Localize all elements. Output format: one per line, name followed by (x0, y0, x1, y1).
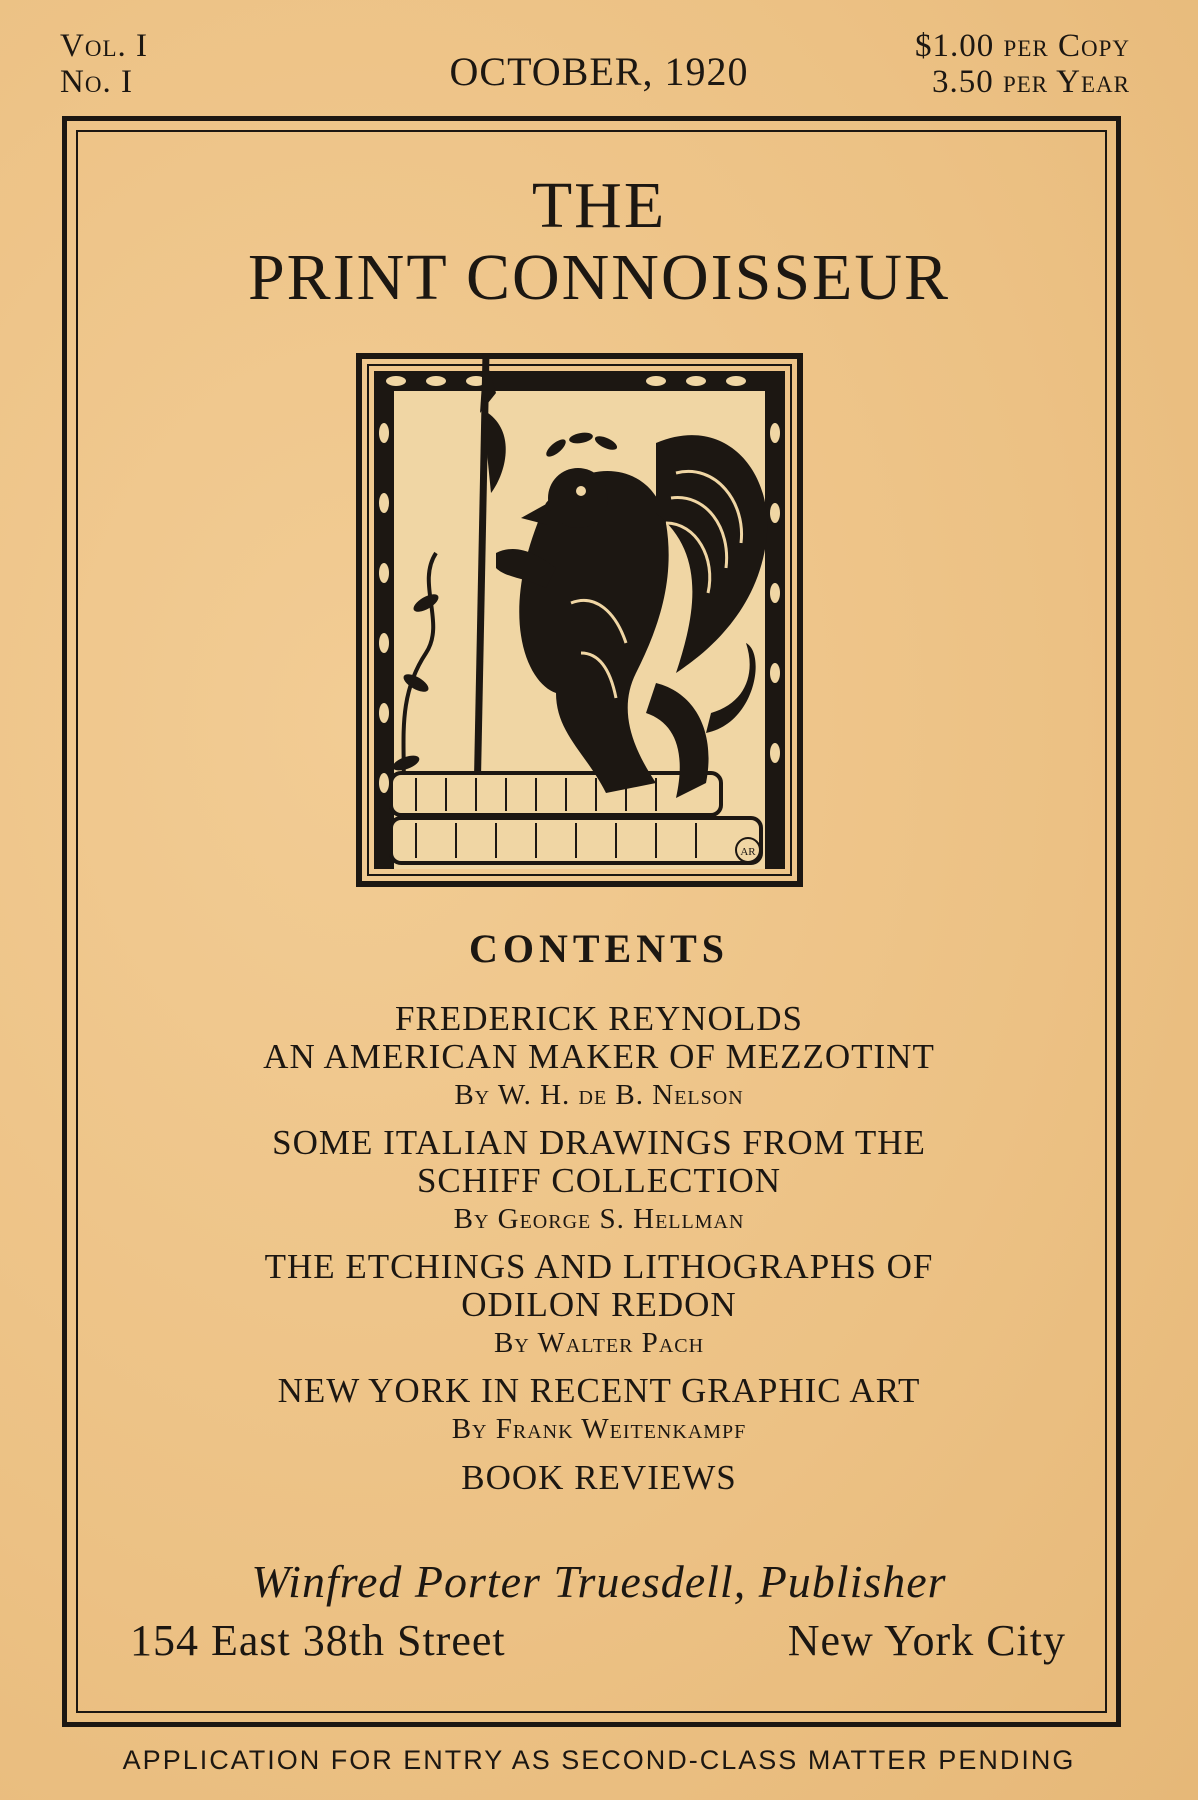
mailing-notice: APPLICATION FOR ENTRY AS SECOND-CLASS MATTER PENDING (122, 1745, 1076, 1775)
contents-entry (120, 1372, 1078, 1448)
article-title-line: SOME ITALIAN DRAWINGS FROM THE (272, 1123, 926, 1162)
publisher-name: Winfred Porter Truesdell, Publisher (251, 1556, 947, 1607)
article-title-line: ODILON REDON (461, 1285, 737, 1324)
contents-entry (120, 1124, 1078, 1238)
article-author: By Walter Pach (493, 1327, 705, 1359)
title-line-2: PRINT CONNOISSEUR (247, 241, 951, 314)
article-title-line: AN AMERICAN MAKER OF MEZZOTINT (263, 1037, 935, 1076)
contents-list (120, 1000, 1078, 1498)
woodcut-monogram: AR (740, 846, 756, 858)
article-title-line: SCHIFF COLLECTION (416, 1161, 782, 1200)
publisher-city: New York City (787, 1616, 1066, 1665)
article-author: By Frank Weitenkampf (451, 1413, 747, 1445)
book-reviews-entry: BOOK REVIEWS (461, 1458, 737, 1497)
magazine-title (0, 170, 1198, 314)
publisher-address: 154 East 38th Street (130, 1616, 506, 1665)
griffin-woodcut-icon (356, 353, 803, 887)
article-title-line: FREDERICK REYNOLDS (395, 999, 803, 1038)
contents-entry (120, 1248, 1078, 1362)
article-title-line: THE ETCHINGS AND LITHOGRAPHS OF (264, 1247, 934, 1286)
issue-number-label: No. I (60, 64, 133, 100)
article-author: By George S. Hellman (453, 1203, 745, 1235)
price-block (915, 28, 1130, 100)
volume-label: Vol. I (60, 28, 148, 64)
price-per-copy: $1.00 per Copy (915, 28, 1130, 64)
contents-entry (120, 1000, 1078, 1114)
article-author: By W. H. de B. Nelson (454, 1079, 744, 1111)
contents-heading: CONTENTS (468, 926, 730, 971)
issue-date: OCTOBER, 1920 (449, 49, 749, 94)
title-line-1: THE (531, 169, 667, 242)
article-title-line: NEW YORK IN RECENT GRAPHIC ART (277, 1371, 921, 1410)
price-per-year: 3.50 per Year (931, 64, 1130, 100)
